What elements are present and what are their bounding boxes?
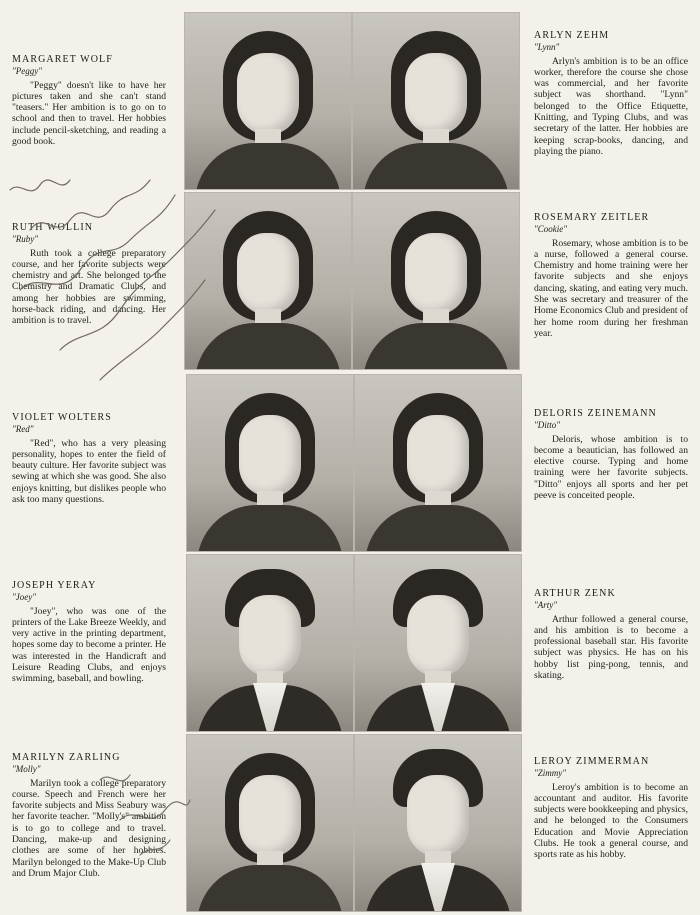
student-name: JOSEPH YERAY: [12, 580, 97, 591]
bio-arthur-zenk: [534, 588, 688, 681]
bio-margaret-wolf: [12, 54, 166, 147]
student-name: RUTH WOLLIN: [12, 222, 94, 233]
student-bio: "Red", who has a very pleasing personality, hopes to enter the field of beauty culture. Her favorite subject was sewing at which she was good. She also enjoys knitting, but dislikes people who ask too many questions.: [12, 437, 166, 506]
student-bio: Ruth took a college preparatory course, and her favorite subjects were chemistry and art. She belonged to the Chemistry and Dramatic Clubs, and among her hobbies are swimming, horse-back riding, and dancing. Her ambition is to travel.: [12, 247, 166, 327]
student-bio: Arthur followed a general course, and his ambition is to become a professional baseball star. His favorite subject was physics. He has on his hobby list ping-pong, tennis, and skating.: [534, 613, 688, 682]
portrait-violet-wolters: [186, 374, 354, 552]
student-nickname: "Cookie": [534, 224, 568, 235]
portrait-joseph-yeray: [186, 554, 354, 732]
portrait-margaret-wolf: [184, 12, 352, 190]
portrait-ruth-wollin: [184, 192, 352, 370]
student-name: MARGARET WOLF: [12, 54, 113, 65]
portrait-rosemary-zeitler: [352, 192, 520, 370]
student-name: VIOLET WOLTERS: [12, 412, 112, 423]
portrait-deloris-zeinemann: [354, 374, 522, 552]
student-nickname: "Zimmy": [534, 768, 567, 779]
portrait-arthur-zenk: [354, 554, 522, 732]
bio-violet-wolters: [12, 412, 166, 505]
student-nickname: "Molly": [12, 764, 41, 775]
student-nickname: "Peggy": [12, 66, 43, 77]
student-nickname: "Ditto": [534, 420, 561, 431]
student-nickname: "Red": [12, 424, 34, 435]
student-bio: Leroy's ambition is to become an accountant and auditor. His favorite subjects were bookkeeping and physics, and he belonged to the Consumers Education and Movie Appreciation Clubs. He took a general course, and sports rate as his hobby.: [534, 781, 688, 861]
bio-deloris-zeinemann: [534, 408, 688, 501]
bio-rosemary-zeitler: [534, 212, 688, 339]
student-bio: "Joey", who was one of the printers of the Lake Breeze Weekly, and very active in the printing department, hopes some day to become a printer. He was interested in the Handicraft and Leisure Reading Clubs, and enjoys swimming, baseball, and bowling.: [12, 605, 166, 685]
portrait-leroy-zimmerman: [354, 734, 522, 912]
bio-leroy-zimmerman: [534, 756, 688, 861]
portrait-marilyn-zarling: [186, 734, 354, 912]
student-bio: "Peggy" doesn't like to have her pictures taken and she can't stand "teasers." Her ambition is to go on to school and then to travel. Her hobbies include pencil-sketching, and reading a good book.: [12, 79, 166, 148]
portrait-arlyn-zehm: [352, 12, 520, 190]
student-nickname: "Arty": [534, 600, 558, 611]
student-bio: Deloris, whose ambition is to become a beautician, has followed an elective course. Typing and home training were her favorite subjects. "Ditto" enjoys all sports and her pet peeve is conceited people.: [534, 433, 688, 502]
student-bio: Marilyn took a college preparatory course. Speech and French were her favorite subjects and Miss Seabury was her favorite teacher. "Molly's" ambition is to go to college and to travel. Dancing, make-up and designing clothes are some of her hobbies. Marilyn belonged to the Make-Up Club and Drum Major Club.: [12, 777, 166, 879]
student-nickname: "Joey": [12, 592, 37, 603]
bio-marilyn-zarling: [12, 752, 166, 879]
student-nickname: "Lynn": [534, 42, 560, 53]
student-name: MARILYN ZARLING: [12, 752, 121, 763]
student-name: ARLYN ZEHM: [534, 30, 610, 41]
bio-arlyn-zehm: [534, 30, 688, 157]
student-bio: Arlyn's ambition is to be an office worker, therefore the course she chose was commercial, and her favorite subject was shorthand. "Lynn" belonged to the Office Etiquette, Knitting, and Typing Clubs, and was secretary of the latter. Her hobbies are keeping scrap-books, dancing, and playing the piano.: [534, 55, 688, 157]
student-name: ARTHUR ZENK: [534, 588, 616, 599]
bio-ruth-wollin: [12, 222, 166, 327]
student-name: ROSEMARY ZEITLER: [534, 212, 650, 223]
student-bio: Rosemary, whose ambition is to be a nurse, followed a general course. Chemistry and home training were her favorite subjects and she enjoys dancing, skating, and eating very much. She was secretary and treasurer of the Home Economics Club and president of her home room during her freshman year.: [534, 237, 688, 339]
student-name: LEROY ZIMMERMAN: [534, 756, 650, 767]
student-nickname: "Ruby": [12, 234, 39, 245]
student-name: DELORIS ZEINEMANN: [534, 408, 657, 419]
bio-joseph-yeray: [12, 580, 166, 685]
